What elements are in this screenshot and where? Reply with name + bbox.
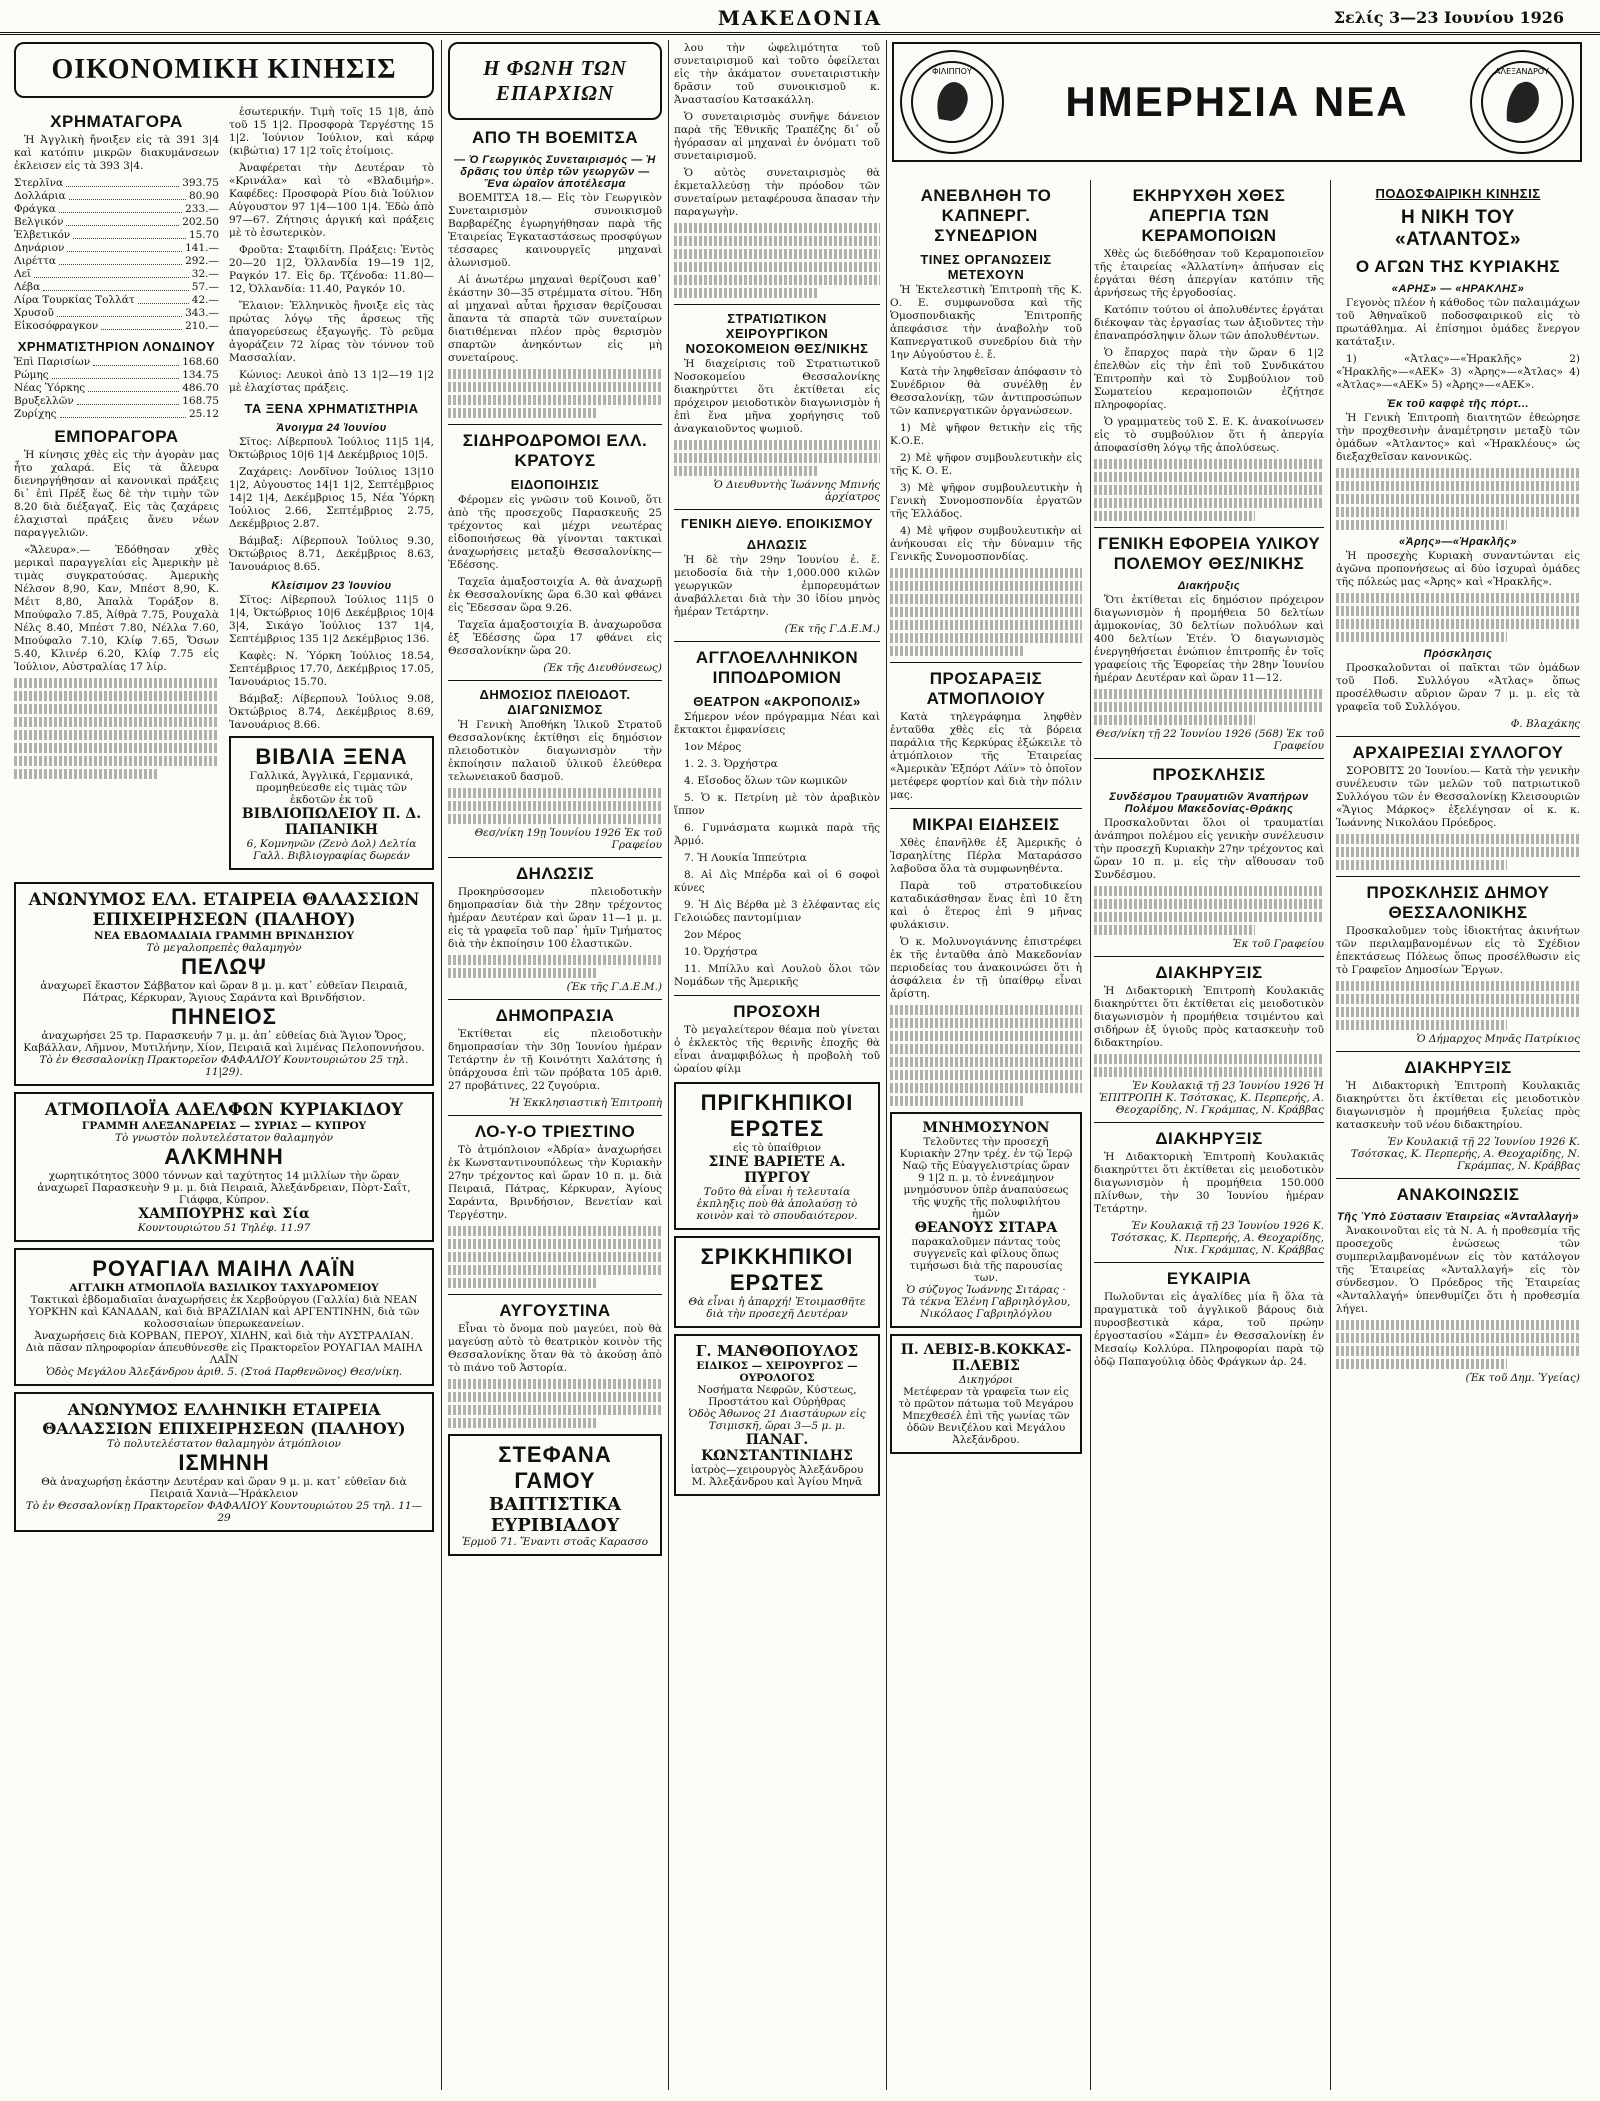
rate-row bbox=[14, 382, 219, 395]
notice-text: παρακαλοῦμεν πάντας τοὺς συγγενεῖς καὶ φίλους ὅπως τιμήσωσι διὰ τῆς παρουσίας των. bbox=[909, 1236, 1063, 1284]
paragraph: ἐσωτερικήν. Τιμὴ τοῖς 15 1|8, ἀπὸ τοῦ 15 1|2. Προσφορὰ Τεργέστης 15 1|2. Ἰούνιον Ἰούλιον, καὶ κάρφ (κιβώτια) 17 1|2 τοῖς ἐτοίμοις. bbox=[229, 106, 434, 157]
paragraph: λου τὴν ὠφελιμότητα τοῦ συνεταιρισμοῦ καὶ τοῦτο ὀφείλεται εἰς τὴν ἀκάματον συνεταιριστικὴν δρᾶσιν τοῦ συνοικισμοῦ κ. Ἀναστασίου Κατσακάλλη. bbox=[674, 42, 880, 106]
list-item: 1) Μὲ ψῆφον θετικὴν εἰς τῆς Κ.Ο.Ε. bbox=[890, 422, 1082, 447]
ad-address: Κουντουριώτου 51 Τηλέφ. 11.97 bbox=[137, 1222, 311, 1234]
news-column-left bbox=[890, 180, 1082, 2080]
section-heading: ΠΟΔΟΣΦΑΙΡΙΚΗ ΚΙΝΗΣΙΣ bbox=[1375, 186, 1541, 201]
article-heading: ΓΕΝΙΚΗ ΕΦΟΡΕΙΑ ΥΛΙΚΟΥ ΠΟΛΕΜΟΥ ΘΕΣ/ΝΙΚΗΣ bbox=[1097, 534, 1321, 573]
rate-value: 292.— bbox=[185, 255, 219, 267]
rate-name: Ἐπὶ Παρισίων bbox=[14, 356, 91, 368]
rate-name: Λιρέττα bbox=[14, 255, 57, 267]
ad-subtitle: ΒΑΠΤΙΣΤΙΚΑ bbox=[488, 1494, 622, 1515]
rate-row bbox=[14, 190, 219, 203]
news-column-middle bbox=[1094, 180, 1324, 2080]
list-item: 4. Εἴσοδος ὅλων τῶν κωμικῶν bbox=[684, 775, 848, 787]
rate-name: Λίρα Τουρκίας Τολλάτ bbox=[14, 294, 135, 306]
ad-subtitle: ΑΓΓΛΙΚΗ ΑΤΜΟΠΛΟΪΑ ΒΑΣΙΛΙΚΟΥ ΤΑΧΥΔΡΟΜΕΙΟΥ bbox=[69, 1282, 379, 1294]
article-heading: ΔΙΑΚΗΡΥΞΙΣ bbox=[1155, 963, 1263, 982]
paragraph: Ἡ Γενικὴ Ἀποθήκη Ἰλικοῦ Στρατοῦ Θεσσαλονίκης ἐκτίθησι εἰς δημόσιον πλειοδοτικὸν διαγωνισμὸν τὴν ἐκποίησιν παλαιοῦ ὑλικοῦ ἐλεύθερα τελωνειακοῦ δασμοῦ. bbox=[448, 719, 662, 783]
article-heading: ΠΡΟΣΑΡΑΞΙΣ ΑΤΜΟΠΛΟΙΟΥ bbox=[926, 669, 1046, 708]
ad-address: 6, Κομνηνῶν (Ζενὸ Δολ) Δελτία Γαλλ. Βιβλιογραφίας δωρεάν bbox=[246, 838, 417, 862]
notice-signature: Ὁ σύζυγος Ἰωάννης Σιτάρας · Τὰ τέκνα Ἑλένη Γαβριηλόγλου, Νικόλαος Γαβριηλόγλου bbox=[901, 1284, 1071, 1320]
program-list bbox=[674, 741, 880, 989]
section-title: ΗΜΕΡΗΣΙΑ ΝΕΑ bbox=[1065, 78, 1409, 125]
paragraph: Ὁ γραμματεὺς τοῦ Σ. Ε. Κ. ἀνακοίνωσεν εἰς τὸ συμβούλιον ὅτι ἡ ἀπεργία ἀποφασίσθη λόγῳ τῆς ἀπολύσεως. bbox=[1094, 416, 1324, 454]
paragraph: Βάμβαξ: Λίβερπουλ Ἰούλιος 9.08, Ὀκτώβριος 8.74, Δεκέμβριος 8.69, Ἰανουάριος 8.66. bbox=[229, 693, 434, 731]
section-banner: ΟΙΚΟΝΟΜΙΚΗ ΚΙΝΗΣΙΣ bbox=[14, 42, 434, 98]
signature: Θεσ/νίκη 19ῃ Ἰουνίου 1926 Ἐκ τοῦ Γραφείου bbox=[474, 827, 662, 851]
paragraph: Ὁ συνεταιρισμὸς συνῆψε δάνειον παρὰ τῆς Ἐθνικῆς Τραπέζης δι᾽ οὗ ἠγόρασαν αἱ μηχαναὶ ἐν ὀνόματι τοῦ συνεταιρισμοῦ. bbox=[674, 111, 880, 162]
paragraph: Ἡ προσεχὴς Κυριακὴ συναντώνται εἰς ἀγῶνα προπονήσεως αἱ δύο ἰσχυραὶ ὁμάδες τῆς πόλεώς μας «Ἀρης» καὶ «Ἡρακλῆς». bbox=[1336, 550, 1580, 588]
rate-name: Νέας Ὑόρκης bbox=[14, 382, 86, 394]
rate-row bbox=[14, 203, 219, 216]
paragraph: Κώνιος: Λευκοὶ ἀπὸ 13 1|2—19 1|2 μὲ ἐλαχίστας πράξεις. bbox=[229, 369, 434, 394]
paragraph: Βάμβαξ: Λίβερπουλ Ἰούλιος 9.30, Ὀκτώβριος 8.71, Δεκέμβριος 8.63, Ἰανουάριος 8.65. bbox=[229, 535, 434, 573]
ship-name: ΠΕΛΩΨ bbox=[181, 954, 267, 979]
paragraph: Προσκαλοῦμεν τοὺς ἰδιοκτήτας ἀκινήτων τῶν περιλαμβανομένων εἰς τὸ Σχέδιον ἐπεκτάσεως Πόλεως ὅπως προσέλθωσιν εἰς τὸ Γραφεῖον Δημοσίων Ἔργων. bbox=[1336, 925, 1580, 976]
list-item: 4) Μὲ ψῆφον συμβουλευτικὴν αἱ ἀνήκουσαι εἰς τὴν δύναμιν τῆς Γενικῆς Συνομοσπονδίας. bbox=[890, 525, 1082, 563]
list-item: 5. Ὁ κ. Πετρίνη μὲ τὸν ἀραβικὸν ἵππον bbox=[674, 792, 880, 817]
paragraph: 1) «Ἀτλας»—«Ἡρακλῆς» 2) «Ἠρακλῆς»—«ΑΕΚ» 3) «Ἀρης»—«Ἀτλας» 4) «Ἀτλας»—«ΑΕΚ» 5) «Ἀρης»—«ΑΕΚ». bbox=[1336, 353, 1580, 391]
article-subheading: Διακήρυξις bbox=[1177, 580, 1241, 592]
section-banner: Η ΦΩΝΗ ΤΩΝ ΕΠΑΡΧΙΩΝ bbox=[448, 42, 662, 120]
paragraph: Ἡ κίνησις χθὲς εἰς τὴν ἀγορὰν μας ἦτο χαλαρά. Εἰς τὰ ἄλευρα διενηργήθησαν αἱ κανονικαὶ πράξεις δι᾽ ἐπὶ Πρέξ ἕως δὲ τὴν τιμὴν τῶν 8.20 διὰ διέξαγαζ. Εἰς τὰς ζαχάρεις ἐλαχισταὶ πράξεις ἄνευ νέων παραγγελιῶν. bbox=[14, 449, 219, 539]
rate-value: 15.70 bbox=[188, 229, 219, 241]
rate-value: 134.75 bbox=[182, 369, 219, 381]
provinces-section bbox=[448, 42, 662, 2087]
article-heading: ΔΙΑΚΗΡΥΞΙΣ bbox=[1404, 1058, 1512, 1077]
signature: (Ἐκ τοῦ Δημ. Ὑγείας) bbox=[1465, 1372, 1580, 1384]
list-item: 6. Γυμνάσματα κωμικὰ παρὰ τῆς Ἀρμό. bbox=[674, 822, 880, 847]
rate-value: 202.50 bbox=[182, 216, 219, 228]
ad-note: Τὸ γνωστὸν πολυτελέστατον θαλαμηγὸν bbox=[114, 1132, 334, 1144]
ad-text: Μετέφεραν τὰ γραφεῖα των εἰς τὸ πρῶτον πάτωμα τοῦ Μεγάρου Μπεχθεσέλ ἐπὶ τῆς γωνίας τῶν ὁδῶν Βενιζέλου καὶ Μεγάλου Ἀλεξάνδρου. bbox=[898, 1386, 1074, 1446]
article-subheading: Ἐκ τοῦ καφφὲ τῆς πόρτ... bbox=[1387, 398, 1529, 410]
rate-name: Στερλῖνα bbox=[14, 177, 64, 189]
rate-name: Δολλάρια bbox=[14, 190, 66, 202]
sub-heading: Κλείσιμον 23 Ἰουνίου bbox=[271, 580, 392, 592]
rate-value: 233.— bbox=[185, 203, 219, 215]
ad-title: ΣΤΕΦΑΝΑ ΓΑΜΟΥ bbox=[498, 1442, 612, 1493]
paragraph: Παρὰ τοῦ στρατοδικείου καταδικάσθησαν ἕνας ἐπὶ 10 ἔτη καὶ ὁ ἕτερος ἐπὶ 9 μῆνας φυλάκισιν. bbox=[890, 880, 1082, 931]
rate-row bbox=[14, 242, 219, 255]
paragraph: Ἡ Ἀγγλικὴ ἤνοιξεν εἰς τὰ 391 3|4 καὶ κατόπιν μικρῶν διακυμάνσεων ἐκλεισεν εἰς τὰ 393 3|4. bbox=[14, 134, 219, 172]
column-rule bbox=[886, 40, 887, 2090]
paragraph: Εἶναι τὸ ὄνομα ποὺ μαγεύει, ποὺ θὰ μαγεύσῃ αὐτὸ τὸ θεατρικὸν κοινὸν τῆς Θεσσαλονίκης ὅταν θὰ τὸ ἀκούσῃ ἀπὸ τὸ πιάνο τοῦ Ἀστορία. bbox=[448, 1323, 662, 1374]
ad-text: Γαλλικά, Ἀγγλικά, Γερμανικά, προμηθεύεσθε εἰς τιμὰς τῶν ἐκδοτῶν ἐκ τοῦ bbox=[249, 770, 414, 806]
ad-shop: ΒΙΒΛΙΟΠΩΛΕΙΟΥ Π. Δ. ΠΑΠΑΝΙΚΗ bbox=[241, 806, 422, 838]
ad-text: ἰατρὸς—χειρουργὸς Ἀλεξάνδρου Μ. Ἀλεξάνδρου καὶ Ἁγίου Μηνᾶ bbox=[690, 1464, 864, 1488]
shipping-ad-paleos bbox=[14, 882, 434, 1086]
paragraph: Ὁ ἔπαρχος παρὰ τὴν ὥραν 6 1|2 ἐπελθὼν εἰς τὴν ἐπὶ τοῦ Συνδικάτου Ἐπιτροπὴν καὶ τὸ Συμβούλιον τοῦ Σωματείου κεραμοποιῶν ἐζήτησε πληροφορίας. bbox=[1094, 347, 1324, 411]
article-subheading: ΘΕΑΤΡΟΝ «ΑΚΡΟΠΟΛΙΣ» bbox=[693, 694, 861, 709]
paragraph: Τὸ μεγαλείτερον θέαμα ποὺ γίνεται ὁ ἐκλεκτὸς τῆς θερινῆς ἐποχῆς θὰ εἶναι ἀναμφιβόλως ἡ προβολὴ τοῦ ὡραίου φίλμ bbox=[674, 1024, 880, 1075]
signature: Ἐν Κουλακιᾷ τῇ 23 Ἰουνίου 1926 Ἡ ἘΠΙΤΡΟΠΗ Κ. Τσότσκας, Κ. Περπερής, Α. Θεοχαρίδης, Ν. Γκράμπας, Ν. Κράββας bbox=[1098, 1080, 1324, 1116]
rate-row bbox=[14, 281, 219, 294]
signature: Φ. Βλαχάκης bbox=[1510, 718, 1580, 730]
ad-subtitle: ΓΡΑΜΜΗ ΑΛΕΞΑΝΔΡΕΙΑΣ — ΣΥΡΙΑΣ — ΚΥΠΡΟΥ bbox=[81, 1120, 367, 1132]
list-item: 2ον Μέρος bbox=[684, 929, 742, 941]
film-ad-2 bbox=[674, 1236, 880, 1328]
paragraph: Κατὰ τηλεγράφημα ληφθὲν ἐνταῦθα χθὲς εἰς τὰ βόρεια παράλια τῆς Κερκύρας ἐξώκειλε τὸ ἀτμόπλοιον τῆς Ἐταιρείας «Ἀμερικὰν Ἐξπόρτ Λάϊν» τὸ ὁποῖον μετέφερε φορτίον καὶ διὰ τὴν πόλιν μας. bbox=[890, 711, 1082, 801]
article-heading: ΔΗΜΟΠΡΑΣΙΑ bbox=[495, 1006, 615, 1025]
shipping-ad-royal-mail bbox=[14, 1248, 434, 1386]
article-heading: ΑΡΧΑΙΡΕΣΙΑΙ ΣΥΛΛΟΓΟΥ bbox=[1352, 743, 1564, 762]
sub-heading: Ἀνοιγμα 24 Ἰουνίου bbox=[276, 422, 387, 434]
paragraph: Προσκαλοῦνται ὅλοι οἱ τραυματίαι ἀνάπηροι πολέμου εἰς γενικὴν συνέλευσιν τὴν προσεχῆ Κυριακὴν 27ην τρέχοντος καὶ ὥραν 10 π. μ. εἰς τὴν αἴθουσαν τοῦ Συνδέσμου. bbox=[1094, 817, 1324, 881]
rate-name: Λεῖ bbox=[14, 268, 32, 280]
ship-name: ΑΛΚΜΗΝΗ bbox=[164, 1144, 284, 1169]
paragraph: Γεγονὸς πλέον ἡ κάθοδος τῶν παλαιμάχων τοῦ Ἀθηναϊκοῦ ποδοσφαιρικοῦ εἰς τὸ πρωτάθλημα. Αἱ ἐπίσημοι ὁμάδες ἔνεργον κατάταξιν. bbox=[1336, 297, 1580, 348]
article-heading: ΓΕΝΙΚΗ ΔΙΕΥΘ. ΕΠΟΙΚΙΣΜΟΥ bbox=[680, 516, 874, 531]
paragraph: ΒΟΕΜΙΤΣΑ 18.— Εἰς τὸν Γεωργικὸν Συνεταιρισμὸν συνοικισμοῦ Βαρβαρέζης ἐγωρηγήθησαν παρὰ τῆς Ἐταιρείας Ἐγκαταστάσεως προσφύγων τέσσαρες καινουργεῖς μηχαναὶ ἀλωνισμοῦ. bbox=[448, 192, 662, 269]
rate-value: 210.— bbox=[185, 320, 219, 332]
signature: Ὁ Διευθυντὴς Ἰωάννης Μπινής ἀρχίατρος bbox=[713, 479, 880, 503]
ad-text: Τοῦτο θὰ εἶναι ἡ τελευταία ἐκπληξις ποὺ θὰ ἀπολαύσῃ τὸ κοινὸν καὶ τὸ σπουδαιότερον. bbox=[696, 1186, 858, 1222]
signature: (Ἐκ τῆς Γ.Δ.Ε.Μ.) bbox=[784, 623, 880, 635]
list-item: 11. Μπίλλυ καὶ Λουλοὺ ὅλοι τῶν Νομάδων τῆς Ἀμερικῆς bbox=[674, 963, 880, 988]
notice-name: ΘΕΑΝΟΥΣ ΣΙΤΑΡΑ bbox=[914, 1220, 1058, 1236]
signature: (Ἐκ τῆς Γ.Δ.Ε.Μ.) bbox=[566, 981, 662, 993]
ad-note: Τὸ μεγαλοπρεπὲς θαλαμηγὸν bbox=[146, 942, 302, 954]
ship-name: ΙΣΜΗΝΗ bbox=[178, 1450, 270, 1475]
rate-value: 393.75 bbox=[182, 177, 219, 189]
rate-value: 32.— bbox=[191, 268, 219, 280]
rate-value: 168.60 bbox=[182, 356, 219, 368]
rate-value: 25.12 bbox=[188, 408, 219, 420]
rate-name: Εἰκοσόφραγκον bbox=[14, 320, 99, 332]
rate-row bbox=[14, 255, 219, 268]
article-heading: ΔΗΛΩΣΙΣ bbox=[515, 864, 595, 883]
rate-name: Βρυξελλῶν bbox=[14, 395, 74, 407]
paragraph: Σήμερον νέον πρόγραμμα Νέαι καὶ ἔκτακτοι ἐμφανίσεις bbox=[674, 711, 880, 736]
news-column-right bbox=[1336, 180, 1580, 2080]
paragraph: Φέρομεν εἰς γνῶσιν τοῦ Κοινοῦ, ὅτι ἀπὸ τῆς προσεχοῦς Παρασκευῆς 25 τρέχοντος καὶ μέχρι νεωτέρας εἰδοποιήσεως θὰ γίνονται τακτικαὶ ἀναχωρήσεις μεταξὺ Θεσσαλονίκης—Ἐδέσσης. bbox=[448, 494, 662, 571]
ad-text: Θὰ ἀναχωρήσῃ ἑκάστην Δευτέραν καὶ ὥραν 9 μ. μ. κατ᾽ εὐθεῖαν διὰ Πειραιᾶ Χανιὰ—Ἡράκλειον bbox=[41, 1476, 407, 1500]
exchange-rates bbox=[14, 177, 219, 333]
ad-name: Γ. ΜΑΝΘΟΠΟΥΛΟΣ bbox=[695, 1342, 859, 1360]
signature: Θεσ/νίκη τῇ 22 Ἰουνίου 1926 (568) Ἐκ τοῦ Γραφείου bbox=[1095, 728, 1324, 752]
ad-title: ΡΟΥΑΓΙΑΛ ΜΑΙΗΛ ΛΑΪΝ bbox=[92, 1256, 356, 1281]
paragraph: Ἡ Διδακτορικὴ Ἐπιτροπὴ Κουλακιᾶς διακηρύττει ὅτι ἐκτίθεται εἰς μειοδοτικὸν διαγωνισμὸν ἡ προμήθεια τσιμέντου καὶ σιδήρων ἐξ ὑγιοῦς πρὸς κατασκευὴν τοῦ διδακτηρίου. bbox=[1094, 985, 1324, 1049]
ad-title: ΑΝΩΝΥΜΟΣ ΕΛΛΗΝΙΚΗ ΕΤΑΙΡΕΙΑ ΘΑΛΑΣΣΙΩΝ ΕΠΙΧΕΙΡΗΣΕΩΝ (ΠΑΛΗΟΥ) bbox=[42, 1400, 406, 1438]
rate-row bbox=[14, 307, 219, 320]
signature: Ἡ Ἐκκλησιαστικὴ Ἐπιτροπὴ bbox=[509, 1097, 662, 1109]
newspaper-title: ΜΑΚΕΔΟΝΙΑ bbox=[717, 6, 883, 30]
paragraph: Ἔλαιον: Ἑλληνικὸς ἤνοιξε εἰς τὰς πρώτας λόγῳ τῆς ἀρσεως τῆς ἀπαγορεύσεως ἐξαγωγῆς. Τὸ ρεῦμα ἀγοράζειν 72 λίρας τὸν τόννον τοῦ Μασσαλίαν. bbox=[229, 300, 434, 364]
ship-name: ΠΗΝΕΙΟΣ bbox=[171, 1004, 277, 1029]
rate-name: Βελγικόν bbox=[14, 216, 64, 228]
film-ad bbox=[674, 1082, 880, 1230]
ad-address: Ὁδὸς Μεγάλου Ἀλεξάνδρου ἀριθ. 5. (Στοά Παρθενῶνος) Θεσ/νίκη. bbox=[45, 1366, 403, 1378]
rate-name: Λέβα bbox=[14, 281, 41, 293]
article-heading: ΕΚΗΡΥΧΘΗ ΧΘΕΣ ΑΠΕΡΓΙΑ ΤΩΝ ΚΕΡΑΜΟΠΟΙΩΝ bbox=[1132, 186, 1286, 245]
rate-name: Δηνάριον bbox=[14, 242, 65, 254]
article-subheading: «Ἀρης»—«Ἡρακλῆς» bbox=[1398, 536, 1518, 548]
paragraph: Σῖτος: Λίβερπουλ Ἰούλιος 11|5 1|4, Ὀκτώβριος 10|6 1|4 Δεκέμβριος 10|5. bbox=[229, 436, 434, 461]
paragraph: Ἀναφέρεται τὴν Δευτέραν τὸ «Κρινάλα» καὶ τὸ «Βλαδιμήρ». Καφέδες: Προσφορὰ Ρίου διὰ Ἰούλιον Αὐγουστον 97 1|4—100 1|4. Ἐδὼ ἀπὸ 97—67. Ζήτησις ἀργική καὶ πράξεις μὲ τὸ ἐσωτερικὸν. bbox=[229, 162, 434, 239]
rate-row bbox=[14, 229, 219, 242]
ad-text: ἀναχωρεῖ ἕκαστον Σάββατον καὶ ὥραν 8 μ. μ. κατ᾽ εὐθεῖαν Πειραιᾶ, Πάτρας, Κέρκυραν, Ἅγιους Σαράντα καὶ Βρινδήσιον. bbox=[40, 980, 408, 1004]
signature: Ὁ Δήμαρχος Μηνᾶς Πατρίκιος bbox=[1416, 1033, 1580, 1045]
shipping-ad-kyriakidou bbox=[14, 1092, 434, 1242]
rate-row bbox=[14, 395, 219, 408]
paragraph: Κατὰ τὴν ληφθεῖσαν ἀπόφασιν τὸ Συνέδριον θὰ συνέλθῃ ἐν Θεσσαλονίκῃ, τῶν ἀντιπροσώπων τῶν καπνεργατικῶν ὀργανώσεων. bbox=[890, 366, 1082, 417]
rate-row bbox=[14, 356, 219, 369]
article-heading: Η ΝΙΚΗ ΤΟΥ «ΑΤΛΑΝΤΟΣ» bbox=[1394, 207, 1522, 250]
article-heading: ΠΡΟΣΟΧΗ bbox=[733, 1002, 821, 1021]
ad-title: ΕΙΔΙΚΟΣ — ΧΕΙΡΟΥΡΓΟΣ — ΟΥΡΟΛΟΓΟΣ bbox=[696, 1360, 858, 1384]
section-heading: ΕΜΠΟΡΑΓΟΡΑ bbox=[54, 427, 179, 446]
article-heading: ΜΙΚΡΑΙ ΕΙΔΗΣΕΙΣ bbox=[912, 815, 1060, 834]
ad-title: ΑΤΜΟΠΛΟΪΑ ΑΔΕΛΦΩΝ ΚΥΡΙΑΚΙΔΟΥ bbox=[44, 1100, 404, 1120]
paragraph: ΣΟΡΟΒΙΤΣ 20 Ἰουνίου.— Κατὰ τὴν γενικὴν συνέλευσιν τῶν μελῶν τοῦ πατριωτικοῦ Συλλόγου τῶν ἐν Θεσσαλονίκῃ Κλεισουριῶν «Ἅγιος Μάρκος» ἐξελέγησαν οἱ κ. κ. Ἰωάννης Νικολάου Πρόεδρος. bbox=[1336, 765, 1580, 829]
philip-coin-icon bbox=[900, 50, 1004, 154]
ad-office: Τὸ ἐν Θεσσαλονίκῃ Πρακτορεῖον ΦΑΦΑΛΙΟΥ Κουντουριώτου 25 τηλ. 11—29 bbox=[25, 1500, 423, 1524]
alexander-coin-icon bbox=[1470, 50, 1574, 154]
rate-value: 141.— bbox=[185, 242, 219, 254]
paragraph: Ζαχάρεις: Λονδῖνον Ἰούλιος 13|10 1|2, Αὐγουστος 14|1 1|2, Σεπτέμβριος 14|2 1|4, Δεκέμβριος 15, Νέα Ὑόρκη Ἰούλιος 2.66, Σεπτέμβριος 2.75, Δεκέμβριος 2.87. bbox=[229, 466, 434, 530]
signature: Ἐν Κουλακιᾷ τῇ 23 Ἰουνίου 1926 Κ. Τσότσκας, Κ. Περπερής, Α. Θεοχαρίδης, Νικ. Γκράμπας, Ν. Κράββας bbox=[1110, 1220, 1324, 1256]
ad-text: Ἀναχωρήσεις διὰ ΚΟΡΒΑΝ, ΠΕΡΟΥ, ΧΙΛΗΝ, καὶ διὰ τὴν ΑΥΣΤΡΑΛΙΑΝ. bbox=[34, 1330, 414, 1342]
ad-shop: ΕΥΡΙΒΙΑΔΟΥ bbox=[490, 1515, 620, 1536]
rate-row bbox=[14, 268, 219, 281]
ad-address: Ἐρμοῦ 71. Ἔναντι στοᾶς Καρασσο bbox=[461, 1536, 649, 1548]
article-subheading: ΤΙΝΕΣ ΟΡΓΑΝΩΣΕΙΣ ΜΕΤΕΧΟΥΝ bbox=[920, 252, 1052, 282]
article-heading: ΑΝΕΒΛΗΘΗ ΤΟ ΚΑΠΝΕΡΓ. ΣΥΝΕΔΡΙΟΝ bbox=[920, 186, 1052, 245]
list-item: 3) Μὲ ψῆφον συμβουλευτικὴν ἡ Γενικὴ Συνομοσπονδία ἐργατῶν τῆς Ἑλλάδος. bbox=[890, 482, 1082, 520]
markets-subcolumn bbox=[14, 106, 219, 876]
article-subheading: ΔΗΛΩΣΙΣ bbox=[746, 537, 808, 552]
ad-name: ΠΑΝΑΓ. ΚΩΝΣΤΑΝΤΙΝΙΔΗΣ bbox=[701, 1432, 853, 1464]
list-item: 2) Μὲ ψῆφον συμβουλευτικὴν εἰς τῆς Κ. Ο. Ε. bbox=[890, 452, 1082, 477]
paragraph: Τὸ ἀτμόπλοιον «Ἀδρία» ἀναχωρήσει ἐκ Κωνσταντινουπόλεως τὴν Κυριακὴν 27ην τρέχοντος καὶ ὥραν 10 π. μ. διὰ Πειραιᾶ, Πάτρας, Κέρκυραν, Ἀγίους Σαράντα, Βρινδήσιον, Βενετίαν καὶ Τεργέστην. bbox=[448, 1144, 662, 1221]
paragraph: Ἡ δὲ τὴν 29ην Ἰουνίου ἐ. ἔ. μειοδοσία διὰ τὴν 1,000.000 κιλῶν γεωργικῶν ἐμπορευμάτων ἀναβάλλεται διὰ τὴν 30 ἰδίου μηνὸς ἡμέραν Τετάρτην. bbox=[674, 554, 880, 618]
ad-office: Τὸ ἐν Θεσσαλονίκῃ Πρακτορεῖον ΦΑΦΑΛΙΟΥ Κουντουριώτου 25 τηλ. 11|29). bbox=[39, 1054, 409, 1078]
ad-title: ΒΙΒΛΙΑ ΞΕΝΑ bbox=[255, 744, 408, 769]
rate-name: Ζυρίχης bbox=[14, 408, 57, 420]
markets-subcolumn bbox=[229, 106, 434, 876]
article-heading: ΣΙΔΗΡΟΔΡΟΜΟΙ ΕΛΛ. ΚΡΑΤΟΥΣ bbox=[462, 431, 648, 470]
paragraph: Ὅτι ἐκτίθεται εἰς δημόσιον πρόχειρον διαγωνισμὸν ἡ προμήθεια 50 δελτίων ἀμμοκονίας, 30 δελτίων πολυόλων καὶ 400 δελτίων Ἐτέν. Ὁ διαγωνισμὸς ἐνεργηθήσεται ἐνώπιον ἐπιτροπῆς ἐν τοῖς γραφείοις τῆς Ἐφορείας τὴν 28ην Ἰουνίου ἡμέραν Δευτέραν καὶ ὥραν 11—12. bbox=[1094, 594, 1324, 684]
philip-coin-icon bbox=[909, 59, 995, 145]
wedding-crowns-ad bbox=[448, 1434, 662, 1556]
paragraph: Χθὲς ὡς διεδόθησαν τοῦ Κεραμοποιεῖον τῆς ἐταιρείας «Ἀλλατίνη» ἀπήυσαν εἰς ἐργάται θέση ἀπεργίαν κατόπιν τῆς ἀρνήσεως τῆς ἐργοδοσίας. bbox=[1094, 248, 1324, 299]
rate-name: Ἑλβετικόν bbox=[14, 229, 71, 241]
article-subheading: Πρόσκλησις bbox=[1423, 648, 1493, 660]
rate-name: Φράγκα bbox=[14, 203, 56, 215]
masthead bbox=[0, 6, 1600, 35]
article-heading: ΣΤΡΑΤΙΩΤΙΚΟΝ ΧΕΙΡΟΥΡΓΙΚΟΝ ΝΟΣΟΚΟΜΕΙΟΝ ΘΕΣ/ΝΙΚΗΣ bbox=[685, 311, 869, 356]
article-heading: ΠΡΟΣΚΛΗΣΙΣ bbox=[1152, 765, 1266, 784]
article-subheading: Ο ΑΓΩΝ ΤΗΣ ΚΥΡΙΑΚΗΣ bbox=[1355, 257, 1561, 276]
article-tag: «ΑΡΗΣ» — «ΗΡΑΚΛΗΣ» bbox=[1391, 283, 1525, 295]
financial-section bbox=[14, 42, 434, 2087]
article-subheading: Συνδέσμου Τραυματιῶν Ἀναπήρων Πολέμου Μακεδονίας-Θράκης bbox=[1109, 791, 1309, 815]
ad-subtitle: ΝΕΑ ΕΒΔΟΜΑΔΙΑΙΑ ΓΡΑΜΜΗ ΒΡΙΝΔΗΣΙΟΥ bbox=[94, 930, 354, 942]
rate-row bbox=[14, 408, 219, 421]
article-heading: ΑΝΑΚΟΙΝΩΣΙΣ bbox=[1396, 1185, 1520, 1204]
paragraph: Ἡ διαχείρισις τοῦ Στρατιωτικοῦ Νοσοκομείου Θεσσαλονίκης διακηρύττει ὅτι ἐκτίθεται εἰς πρόχειρον μειοδοτικὸν διαγωνισμὸν ἡ ἐπὶ ἕνα μῆνα χορήγησις τοῦ ἀναγκαιοῦντος ψωμιοῦ. bbox=[674, 358, 880, 435]
list-item: 1ον Μέρος bbox=[684, 741, 742, 753]
paragraph: Ταχεῖα ἁμαξοστοιχία Α. θὰ ἀναχωρῇ ἐκ Θεσσαλονίκης ὥρα 6.30 καὶ φθάνει εἰς Ἔδεσσαν ὥρα 9.26. bbox=[448, 576, 662, 614]
article-heading: ΕΥΚΑΙΡΙΑ bbox=[1166, 1269, 1252, 1288]
ad-name: Π. ΛΕΒΙΣ-Β.ΚΟΚΚΑΣ-Π.ΛΕΒΙΣ bbox=[900, 1342, 1072, 1374]
article-heading: ΑΓΓΛΟΕΛΛΗΝΙΚΟΝ ΙΠΠΟΔΡΟΜΙΟΝ bbox=[695, 648, 859, 687]
paragraph: Αἱ ἀνωτέρω μηχαναὶ θερίζουσι καθ᾽ ἑκάστην 30—35 στρέμματα σίτου. Ἤδη αἱ μηχαναὶ αὗται ἤρχισαν θερίζουσαι ἅπαντα τὰ σπαρτὰ τῶν συνεταίρων διατιθέμεναι πλέον πρὸς θερισμὸν σπαρτῶν ἀνηκόντων εἰς μὴ συνεταίρους. bbox=[448, 274, 662, 364]
rate-row bbox=[14, 216, 219, 229]
lawyers-ad bbox=[890, 1334, 1082, 1454]
london-rates bbox=[14, 356, 219, 421]
ad-title: ΑΝΩΝΥΜΟΣ ΕΛΛ. ΕΤΑΙΡΕΙΑ ΘΑΛΑΣΣΙΩΝ ΕΠΙΧΕΙΡΗΣΕΩΝ (ΠΑΛΗΟΥ) bbox=[28, 890, 420, 930]
paragraph: Ἡ Γενικὴ Ἐπιτροπὴ διαιτητῶν ἐθεώρησε τὴν προχθεσινὴν ἀναμέτρησιν μεταξὺ τῶν ὁμάδων «Ἀτλαντος» καὶ «Ἡρακλέους» ὡς διεξαχθεῖσαν κανονικῶς. bbox=[1336, 412, 1580, 463]
books-ad bbox=[229, 736, 434, 870]
ad-text: Θὰ εἶναι ἡ ἀπαρχή! Ἑτοιμασθῆτε διὰ τὴν προσεχῆ Δευτέραν bbox=[688, 1296, 866, 1320]
article-subheading: ΕΙΔΟΠΟΙΗΣΙΣ bbox=[510, 477, 600, 492]
paragraph: Ταχεῖα ἁμαξοστοιχία Β. ἀναχωροῦσα ἐξ Ἐδέσσης ὥρα 17 φθάνει εἰς Θεσσαλονίκην ὥρα 20. bbox=[448, 619, 662, 657]
memorial-notice bbox=[890, 1112, 1082, 1328]
paragraph: Πωλοῦνται εἰς ἀγαλίδες μία ἢ ὅλα τὰ πραγματικὰ τοῦ ἀγγλικοῦ βάρους διὰ πυροσβεστικὰ κάρα, τοῦ πρώην ἐργοστασίου «Σάμπ» ἐν Θεσσαλονίκῃ ἐν Μεσαίῳ Κολλύρα. Πληροφορίαι παρὰ τῷ ὁδῷ Παπαγούλιᾳ ὁδὸς Φράγκων ἀρ. 24. bbox=[1094, 1291, 1324, 1368]
rate-value: 486.70 bbox=[182, 382, 219, 394]
signature: Ἐν Κουλακιᾷ τῇ 22 Ἰουνίου 1926 Κ. Τσότσκας, Κ. Περπερής, Α. Θεοχαρίδης, Ν. Γκράμπας, Ν. Κράββας bbox=[1350, 1136, 1580, 1172]
paragraph: Ὁ κ. Μολυνογιάννης ἐπιστρέφει ἐκ τῆς ἐνταῦθα ἀπὸ Μακεδονίαν περιοδείας του ἀνακοινώσει ὅτι ἡ ἀσφάλεια ἐν τῇ ὑπαίθρῳ εἶναι ἄρίστη. bbox=[890, 936, 1082, 1000]
rate-row bbox=[14, 320, 219, 333]
article-subheading: Τῆς Ὑπὸ Σύστασιν Ἐταιρείας «Ἀνταλλαγή» bbox=[1337, 1211, 1579, 1223]
paragraph: Ἡ Διδακτορικὴ Ἐπιτροπὴ Κουλακιᾶς διακηρύττει ὅτι ἐκτίθεται εἰς μειοδοτικὸν διαγωνισμὸν ἡ προμήθεια ξυλείας πρὸς κατασκευὴν τοῦ νέου διδακτηρίου. bbox=[1336, 1080, 1580, 1131]
paragraph: Ἐκτίθεται εἰς πλειοδοτικὴν δημοπρασίαν τὴν 30ῃ Ἰουνίου ἡμέραν Τετάρτην ἐν τῇ Κοινότητι Χαλάτσης ἡ ὑπάρχουσα ἐπὶ τῶν πρόβατα 105 ἀριθ. 27 προβάτινες, 22 ζυγούρια. bbox=[448, 1028, 662, 1092]
shipping-ad-ismini bbox=[14, 1392, 434, 1532]
rate-row bbox=[14, 294, 219, 307]
paragraph: Ὁ αὐτὸς συνεταιρισμὸς θὰ ἐκμεταλλεύσῃ τὴν πρόοδον τῶν συνεταίρων μεταφέρουσα ἅπασαν τὴν παραγωγὴν. bbox=[674, 167, 880, 218]
ad-subtitle: Δικηγόροι bbox=[958, 1374, 1014, 1386]
rate-name: Ρώμης bbox=[14, 369, 49, 381]
issue-date: Σελίς 3—23 Ιουνίου 1926 bbox=[1333, 8, 1564, 27]
daily-news-columns bbox=[890, 180, 1580, 2080]
article-heading: ΔΙΑΚΗΡΥΞΙΣ bbox=[1155, 1129, 1263, 1148]
ad-text: χωρητικότητος 3000 τόννων καὶ ταχύτητος 14 μιλλίων τὴν ὥραν ἀναχωρεῖ Παρασκευὴν 9 μ. μ. διὰ Πειραιᾶ, Ἀλεξάνδρειαν, Πὸρτ-Σαΐτ, Γιάφφα, Κύπρον. bbox=[37, 1170, 411, 1206]
ad-title: ΣΡΙΚΚΗΠΙΚΟΙ ΕΡΩΤΕΣ bbox=[700, 1244, 854, 1295]
notice-title: ΜΝΗΜΟΣΥΝΟΝ bbox=[922, 1120, 1050, 1136]
ad-agent: ΧΑΜΠΟΥΡΗΣ καὶ Σία bbox=[138, 1206, 310, 1222]
paragraph: Καφὲς: Ν. Ὑόρκη Ἰούλιος 18.54, Σεπτέμβριος 17.70, Δεκέμβριος 17.05, Ἰανουάριος 15.70. bbox=[229, 650, 434, 688]
rate-name: Χρυσοῦ bbox=[14, 307, 54, 319]
article-heading: ΑΠΟ ΤΗ ΒΟΕΜΙΤΣΑ bbox=[472, 128, 638, 147]
rate-value: 42.— bbox=[191, 294, 219, 306]
column-rule bbox=[441, 40, 442, 2090]
rate-row bbox=[14, 369, 219, 382]
ad-title: ΠΡΙΓΚΗΠΙΚΟΙ ΕΡΩΤΕΣ bbox=[700, 1090, 854, 1141]
signature: (Ἐκ τῆς Διευθύνσεως) bbox=[543, 662, 662, 674]
ad-note: Τὸ πολυτελέστατον θαλαμηγὸν ἀτμόπλοιον bbox=[107, 1438, 341, 1450]
column-rule bbox=[668, 40, 669, 2090]
ad-cinema: ΣΙΝΕ ΒΑΡΙΕΤΕ Α. ΠΥΡΓΟΥ bbox=[708, 1154, 846, 1186]
article-heading: ΠΡΟΣΚΛΗΣΙΣ ΔΗΜΟΥ ΘΕΣΣΑΛΟΝΙΚΗΣ bbox=[1366, 883, 1550, 922]
paragraph: Προσκαλοῦνται οἱ παῖκται τῶν ὁμάδων τοῦ Ποδ. Συλλόγου «Ἀτλας» ὅπως προσέλθωσιν αὔριον ὥραν 7 μ. μ. εἰς τὰ γραφεῖα τοῦ Συλλόγου. bbox=[1336, 662, 1580, 713]
ad-text: εἰς τὸ ὑπαίθριον bbox=[732, 1142, 822, 1154]
signature: Ἐκ τοῦ Γραφείου bbox=[1232, 938, 1324, 950]
delegate-list bbox=[890, 422, 1082, 564]
article-subheading: — Ὁ Γεωργικὸς Συνεταιρισμός — Ἡ δρᾶσις του ὑπὲρ τῶν γεωργῶν — Ἕνα ὡραῖον ἀποτέλεσμα bbox=[454, 154, 656, 190]
paragraph: Κατόπιν τούτου οἱ ἀπολυθέντες ἐργάται διέκοψαν τὰς ἐργασίας των ἀξιοῦντες τὴν ἐπαναπρόσληψιν ὅλων τῶν ἀπολυθέντων. bbox=[1094, 304, 1324, 342]
daily-news-header bbox=[892, 42, 1582, 170]
rate-value: 57.— bbox=[191, 281, 219, 293]
rate-row bbox=[14, 177, 219, 190]
list-item: 9. Ἡ Δὶς Βέρθα μὲ 3 ἐλέφαντας εἰς Γελοιώδες παντομίμιαν bbox=[674, 899, 880, 924]
list-item: 10. Ὀρχήστρα bbox=[684, 946, 758, 958]
paragraph: Ἡ Διδακτορικὴ Ἐπιτροπὴ Κουλακιᾶς διακηρύττει ὅτι ἐκτίθεται εἰς μειοδοτικὸν διαγωνισμὸν ἡ προμήθεια 150.000 πλίνθων, τὴν 30 Ἰουνίου ἡμέραν Τετάρτην. bbox=[1094, 1151, 1324, 1215]
notices-section bbox=[674, 42, 880, 2087]
list-item: 1. 2. 3. Ὀρχήστρα bbox=[684, 758, 778, 770]
rate-value: 80.90 bbox=[188, 190, 219, 202]
ad-text: Νοσήματα Νεφρῶν, Κύστεως, Προστάτου καὶ Οὐρήθρας bbox=[697, 1384, 857, 1408]
paragraph: Προκηρύσσομεν πλειοδοτικὴν δημοπρασίαν διὰ τὴν 28ην τρέχοντος ἡμέραν Δευτέραν καὶ ὥραν 11—1 μ. μ. εἰς τὰ γραφεῖα τοῦ παρ᾽ ἡμῖν Τμήματος διὰ τὴν ἐκποίησιν 100 ἐλαστικῶν. bbox=[448, 886, 662, 950]
list-item: 8. Αἱ Δὶς Μπέρδα καὶ οἱ 6 σοφοὶ κύνες bbox=[674, 869, 880, 894]
article-heading: ΑΥΓΟΥΣΤΙΝΑ bbox=[499, 1301, 611, 1320]
paragraph: Ἡ Ἐκτελεστικὴ Ἐπιτροπὴ τῆς Κ. Ο. Ε. συμφωνοῦσα καὶ τῆς Ὁμοσπονδιακῆς Ἐπιτροπῆς ἀπεφάσισε τὴν ἀναβολὴν τοῦ Καπνεργατικοῦ συνεδρίου διὰ τὴν 1ην Αὐγούστου ἐ. ἔ. bbox=[890, 284, 1082, 361]
section-heading: ΧΡΗΜΑΤΑΓΟΡΑ bbox=[50, 112, 183, 131]
doctor-ad bbox=[674, 1334, 880, 1496]
alexander-coin-icon bbox=[1479, 59, 1565, 145]
rate-value: 343.— bbox=[185, 307, 219, 319]
logo-text: ΑΛΕΞΑΝΔΡΟΥ bbox=[1495, 67, 1549, 76]
ad-address: Ὁδὸς Ἀθωνος 21 Διαστάυρων εἰς Τσιμισκῆ, ὥραι 3—5 μ. μ. bbox=[688, 1408, 866, 1432]
section-heading: ΧΡΗΜΑΤΙΣΤΗΡΙΟΝ ΛΟΝΔΙΝΟΥ bbox=[17, 339, 216, 354]
ad-text: Τακτικαὶ ἑβδομαδιαῖαι ἀναχωρήσεις ἐκ Χερβούργου (Γαλλία) διὰ ΝΕΑΝ ΥΟΡΚΗΝ καὶ ΚΑΝΑΔΑΝ, καὶ διὰ ΒΡΑΖΙΛΙΑΝ καὶ ΑΡΓΕΝΤΙΝΗΝ, διὰ τῶν κολοσσιαίων ὑπερωκεανείων. bbox=[28, 1294, 420, 1330]
section-heading: ΤΑ ΞΕΝΑ ΧΡΗΜΑΤΙΣΤΗΡΙΑ bbox=[244, 401, 419, 416]
ad-office: Διὰ πᾶσαν πληροφορίαν ἀπευθύνεσθε εἰς Πρακτορεῖον ΡΟΥΑΓΙΑΛ ΜΑΙΗΛ ΛΑΪΝ bbox=[25, 1342, 423, 1366]
paragraph: «Ἄλευρα».— Ἐδόθησαν χθὲς μερικαὶ παραγγελίαι εἰς Ἀμερικὴν μὲ τιμὰς συγκρατούσας. Ἀμερικὴς Νέλσον 8,90, Καν, Μπέστ 8,90, Κ. Μέιτ 8,80, Ἀπαλὰ Τοράξον 8. Μπούφαλο 7.85, Ἀίθρὰ 7.75, Ρουχαλὰ Νέλς 8.40, Μπέστ 7.80, Νέλλα 7.60, Μπούφαλο 7.10, Κλίφ 7.65, Ὄσων 5.40, Κλινέρ 6.20, Κλίφ 7.75 εἰς Ἰούλιον, Αὐστραλίας 17 λίρ. bbox=[14, 544, 219, 673]
article-heading: ΛΟ-Υ-Ο ΤΡΙΕΣΤΙΝΟ bbox=[474, 1122, 636, 1141]
paragraph: Σῖτος: Λίβερπουλ Ἰούλιος 11|5 0 1|4, Ὀκτώβριος 10|6 Δεκέμβριος 10|4 3|4, Σικάγο Ἰούλιος 137 1|4, Σεπτέμβριος 135 1|2 Δεκέμβριος 136. bbox=[229, 594, 434, 645]
paragraph: Χθὲς ἐπανῆλθε ἐξ Ἀμερικῆς ὁ Ἰσραηλίτης Πέρλα Ματαράσσο λαβοῦσα ὅλα τὰ συμφωνηθέντα. bbox=[890, 837, 1082, 875]
notice-text: Τελοῦντες τὴν προσεχῆ Κυριακὴν 27ην τρέχ. ἐν τῷ Ἱερῷ Ναῷ τῆς Εὐαγγελιστρίας ὥραν 9 1|2 π. μ. τὸ ἐννεάμηνον μνημόσυνον ὑπὲρ ἀναπαύσεως τῆς ψυχῆς τῆς πολυφιλήτου ἡμῶν bbox=[899, 1136, 1073, 1220]
paragraph: Φροῦτα: Σταφιδίτη. Πράξεις: Ἐντὸς 20—20 1|2, Ὀλλανδία 19—19 1|2, Ραγκόν 17. Εἰς δρ. Τζένοδα: 11.80—12, Ὀλλανδία: 11.40, Ραγκόν 10. bbox=[229, 244, 434, 295]
rate-value: 168.75 bbox=[182, 395, 219, 407]
list-item: 7. Ἡ Λουκία Ἱππεύτρια bbox=[684, 852, 807, 864]
paragraph: Ἀνακοινοῦται εἰς τὰ Ν. Α. ἡ προθεσμία τῆς προσεχοῦς ἐνώσεως τῶν συμπεριλαμβανομένων εἰς τὸν κατάλογον τῆς Ἐταιρείας «Ἀνταλλαγή» εἰς τὸν σύνδεσμον. Ὁ Πρόεδρος τῆς Ἐταιρείας «Ἀνταλλαγή» ὑπενθυμίζει ὅτι ἡ προθεσμία λήγει. bbox=[1336, 1225, 1580, 1315]
section-banner bbox=[892, 42, 1582, 162]
logo-text: ΦΙΛΙΠΠΟΥ bbox=[932, 67, 972, 76]
ad-text: ἀναχωρήσει 25 τρ. Παρασκευήν 7 μ. μ. ἀπ᾽ εὐθείας διὰ Ἅγιον Ὄρος, Καβάλλαν, Λῆμνον, Μυτιλήνην, Χίον, Πειραιᾶ καὶ λιμένας Πελοποννήσου. bbox=[23, 1030, 425, 1054]
article-heading: ΔΗΜΟΣΙΟΣ ΠΛΕΙΟΔΟΤ. ΔΙΑΓΩΝΙΣΜΟΣ bbox=[479, 687, 631, 717]
